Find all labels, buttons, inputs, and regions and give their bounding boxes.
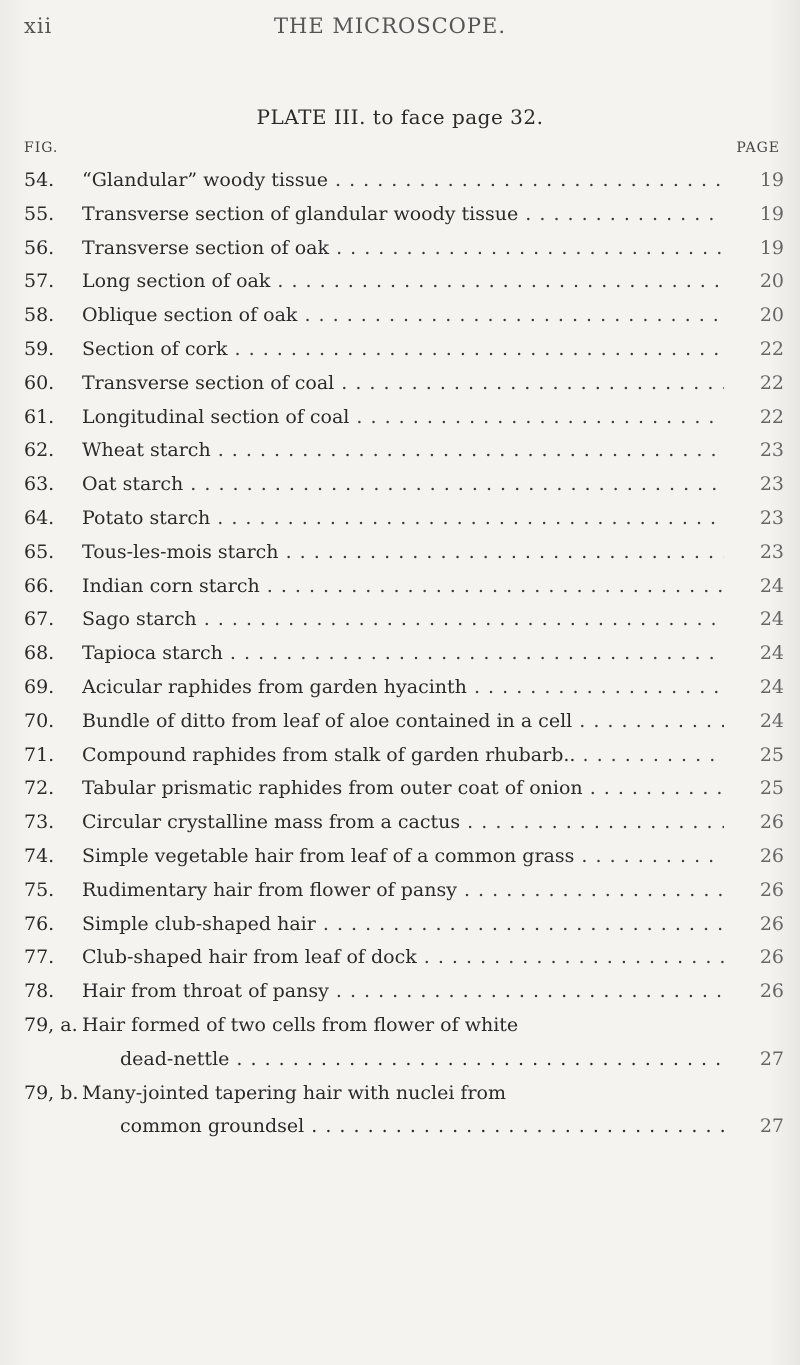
list-item xyxy=(24,637,784,671)
page-number: 26 xyxy=(759,946,784,969)
page-column-header: PAGE xyxy=(736,140,780,156)
list-item xyxy=(24,840,784,874)
figure-caption: Bundle of ditto from leaf of aloe contained in a cell . . . xyxy=(82,705,724,739)
plate-title: PLATE III. to face page 32. xyxy=(256,105,544,129)
figure-list xyxy=(24,164,784,1144)
list-item xyxy=(24,739,784,773)
figure-caption: Longitudinal section of coal . . . xyxy=(82,401,724,435)
figure-caption: Potato starch . . . xyxy=(82,502,724,536)
figure-number: 63. xyxy=(24,473,55,496)
figure-number: 72. xyxy=(24,777,55,800)
figure-caption: Transverse section of glandular woody tissue . . . xyxy=(82,198,724,232)
figure-number: 60. xyxy=(24,371,55,394)
figure-number: 71. xyxy=(24,743,55,766)
figure-number: 78. xyxy=(24,980,55,1003)
page-number: 23 xyxy=(759,439,784,462)
list-item xyxy=(24,705,784,739)
list-item xyxy=(24,232,784,266)
figure-caption: Compound raphides from stalk of garden rhubarb.. . . . xyxy=(82,739,724,773)
list-item xyxy=(24,603,784,637)
figure-caption: Oblique section of oak . . . xyxy=(82,299,724,333)
list-item xyxy=(24,908,784,942)
page-number: 24 xyxy=(759,574,784,597)
figure-caption: Oat starch . . . xyxy=(82,468,724,502)
list-item xyxy=(24,941,784,975)
list-item xyxy=(24,806,784,840)
page-number: 24 xyxy=(759,675,784,698)
figure-number: 54. xyxy=(24,169,55,191)
page-number: 19 xyxy=(759,236,784,259)
figure-caption: Circular crystalline mass from a cactus . . . xyxy=(82,806,724,840)
list-item xyxy=(24,333,784,367)
list-item xyxy=(24,874,784,908)
list-item-wrapped xyxy=(24,1077,784,1145)
page-number: 24 xyxy=(759,642,784,665)
page-number: 23 xyxy=(759,540,784,563)
figure-number: 74. xyxy=(24,844,55,867)
page-folio: xii xyxy=(24,14,53,38)
figure-number: 79, b. xyxy=(24,1081,79,1104)
figure-caption: “Glandular” woody tissue . . . xyxy=(82,164,724,198)
fig-column-header: FIG. xyxy=(24,140,59,156)
page-number: 25 xyxy=(759,777,784,800)
page-number: 19 xyxy=(759,202,784,225)
list-item xyxy=(24,164,784,198)
figure-caption-continued: common groundsel . . . xyxy=(120,1110,724,1144)
list-item xyxy=(24,975,784,1009)
list-item xyxy=(24,570,784,604)
page-number: 26 xyxy=(759,980,784,1003)
page-number: 27 xyxy=(759,1047,784,1070)
figure-number: 62. xyxy=(24,439,55,462)
figure-number: 67. xyxy=(24,608,55,631)
page-number: 22 xyxy=(759,371,784,394)
figure-number: 61. xyxy=(24,405,55,428)
figure-number: 76. xyxy=(24,912,55,935)
list-item xyxy=(24,401,784,435)
figure-caption: Indian corn starch . . . xyxy=(82,570,724,604)
figure-caption: Tapioca starch . . . xyxy=(82,637,724,671)
figure-number: 66. xyxy=(24,574,55,597)
figure-caption: Simple club-shaped hair . . . xyxy=(82,908,724,942)
figure-caption: Tabular prismatic raphides from outer coat of onion . . . xyxy=(82,772,724,806)
figure-number: 68. xyxy=(24,642,55,665)
page-number: 22 xyxy=(759,337,784,360)
figure-caption: Tous-les-mois starch . . . xyxy=(82,536,724,570)
list-item xyxy=(24,265,784,299)
figure-caption: Simple vegetable hair from leaf of a common grass . . . xyxy=(82,840,724,874)
figure-number: 55. xyxy=(24,202,55,225)
list-item xyxy=(24,772,784,806)
page-number: 24 xyxy=(759,608,784,631)
list-item xyxy=(24,468,784,502)
figure-caption: Many-jointed tapering hair with nuclei from xyxy=(82,1081,507,1104)
figure-caption: Sago starch . . . xyxy=(82,603,724,637)
list-item xyxy=(24,536,784,570)
page-number: 26 xyxy=(759,844,784,867)
figure-number: 56. xyxy=(24,236,55,259)
list-item xyxy=(24,502,784,536)
figure-caption: Hair from throat of pansy . . . xyxy=(82,975,724,1009)
figure-caption: Acicular raphides from garden hyacinth . . . xyxy=(82,671,724,705)
figure-caption: Rudimentary hair from flower of pansy . . . xyxy=(82,874,724,908)
figure-number: 65. xyxy=(24,540,55,563)
page-number: 25 xyxy=(759,743,784,766)
figure-caption-continued: dead-nettle . . . xyxy=(120,1043,724,1077)
figure-caption: Hair formed of two cells from flower of white xyxy=(82,1013,519,1036)
figure-number: 75. xyxy=(24,878,55,901)
page-number: 27 xyxy=(759,1115,784,1138)
page-number: 20 xyxy=(759,270,784,293)
list-item xyxy=(24,434,784,468)
figure-number: 70. xyxy=(24,709,55,732)
page-number: 23 xyxy=(759,473,784,496)
figure-number: 77. xyxy=(24,946,55,969)
page-number: 26 xyxy=(759,912,784,935)
page-number: 22 xyxy=(759,405,784,428)
figure-number: 59. xyxy=(24,337,55,360)
figure-caption: Wheat starch . . . xyxy=(82,434,724,468)
list-item xyxy=(24,671,784,705)
figure-number: 69. xyxy=(24,675,55,698)
list-item xyxy=(24,367,784,401)
page-number: 24 xyxy=(759,709,784,732)
figure-caption: Transverse section of coal . . . xyxy=(82,367,724,401)
figure-number: 73. xyxy=(24,811,55,834)
list-item-wrapped xyxy=(24,1009,784,1077)
running-title: THE MICROSCOPE. xyxy=(274,14,507,38)
figure-caption: Long section of oak . . . xyxy=(82,265,724,299)
figure-number: 58. xyxy=(24,304,55,327)
list-item xyxy=(24,198,784,232)
figure-number: 57. xyxy=(24,270,55,293)
figure-caption: Club-shaped hair from leaf of dock . . . xyxy=(82,941,724,975)
page-number: 20 xyxy=(759,304,784,327)
list-item xyxy=(24,299,784,333)
figure-number: 64. xyxy=(24,506,55,529)
page-number: 19 xyxy=(759,169,784,191)
page-number: 23 xyxy=(759,506,784,529)
figure-number: 79, a. xyxy=(24,1013,78,1036)
running-head xyxy=(24,8,776,48)
page-number: 26 xyxy=(759,811,784,834)
figure-caption: Transverse section of oak . . . xyxy=(82,232,724,266)
figure-caption: Section of cork . . . xyxy=(82,333,724,367)
page-number: 26 xyxy=(759,878,784,901)
